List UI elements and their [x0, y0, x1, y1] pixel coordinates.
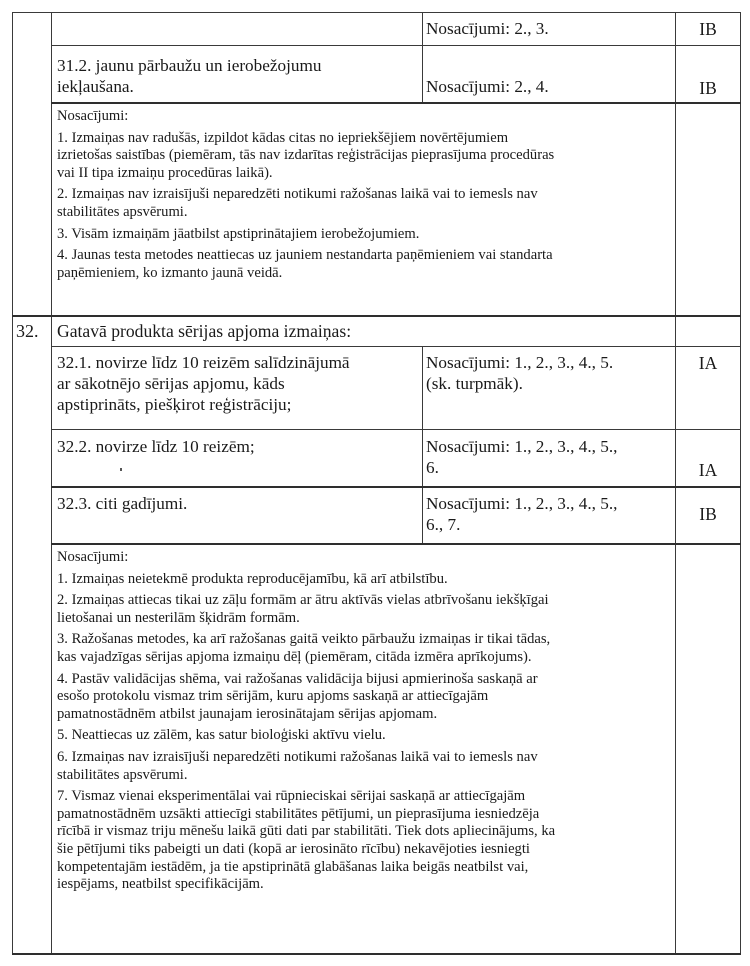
table-border-right [740, 12, 741, 954]
row-32-2-description: 32.2. novirze līdz 10 reizēm; [57, 437, 255, 456]
note-item: 4. Jaunas testa metodes neattiecas uz jauniem nestandarta paņēmieniem vai standarta paņēmieniem, ko izmanto jaunā veidā. [57, 247, 553, 281]
section-32-notes [57, 549, 669, 898]
row-32-2-conditions [426, 436, 617, 478]
description-line: 32.1. novirze līdz 10 reizēm salīdzinājumā [57, 353, 350, 372]
conditions-line: (sk. turpmāk). [426, 374, 523, 393]
note-item: 2. Izmaiņas attiecas tikai uz zāļu formām ar ātru aktīvās vielas atbrīvošanu iekšķīgai lietošanai un nesterilām šķidrām formām. [57, 592, 549, 626]
section-divider [12, 315, 741, 317]
row-divider [51, 102, 741, 104]
notes-title: Nosacījumi: [57, 549, 129, 565]
row-32-3-description: 32.3. citi gadījumi. [57, 494, 188, 513]
type-column-divider [675, 12, 676, 954]
row-32-3-type: IB [699, 504, 717, 524]
row-divider [51, 429, 741, 430]
row-31-2-type: IB [699, 78, 717, 98]
section-31-notes [57, 108, 669, 286]
note-item: 3. Visām izmaiņām jāatbilst apstiprinātajiem ierobežojumiem. [57, 225, 420, 242]
note-item: 6. Izmaiņas nav izraisījuši neparedzēti notikumi ražošanas laikā vai to iemesls nav stabilitātes apsvērumi. [57, 748, 538, 783]
conditions-line: Nosacījumi: 1., 2., 3., 4., 5. [426, 353, 614, 372]
row-32-3-conditions [426, 493, 617, 535]
conditions-line: 6., 7. [426, 515, 461, 534]
scan-speck [120, 468, 122, 471]
section-32-heading: Gatavā produkta sērijas apjoma izmaiņas: [57, 321, 352, 341]
description-line: apstiprināts, piešķirot reģistrāciju; [57, 395, 292, 414]
row-31-2-description [57, 55, 321, 97]
row-divider [51, 543, 741, 545]
row-divider [51, 346, 741, 347]
table-border-bottom [12, 953, 741, 955]
conditions-line: Nosacījumi: 1., 2., 3., 4., 5., [426, 494, 618, 513]
conditions-line: 6. [426, 458, 439, 477]
note-item: 5. Neattiecas uz zālēm, kas satur bioloģiski aktīvu vielu. [57, 727, 386, 744]
row-31-2-conditions: Nosacījumi: 2., 4. [426, 77, 549, 96]
row-31-1-type: IB [699, 19, 717, 39]
row-32-2-type: IA [698, 460, 718, 480]
conditions-column-divider [422, 346, 423, 544]
row-divider [51, 45, 741, 46]
row-32-1-type: IA [698, 353, 718, 373]
description-line: ar sākotnējo sērijas apjomu, kāds [57, 374, 285, 393]
description-line: 31.2. jaunu pārbaužu un ierobežojumu [57, 56, 322, 75]
note-item: 1. Izmaiņas nav radušās, izpildot kādas citas no iepriekšējiem novērtējumiem izrietošas saistības (piemēram, tās nav izdarītas reģistrācijas pieprasījuma procedūras vai II tipa izmaiņu procedūras laikā). [57, 129, 555, 181]
number-column-divider [51, 12, 52, 954]
notes-title: Nosacījumi: [57, 108, 129, 124]
row-31-1-conditions: Nosacījumi: 2., 3. [426, 19, 549, 38]
note-item: 2. Izmaiņas nav izraisījuši neparedzēti notikumi ražošanas laikā vai to iemesls nav stabilitātes apsvērumi. [57, 186, 538, 220]
row-32-1-conditions [426, 352, 613, 394]
section-32-number: 32. [16, 321, 39, 341]
row-divider [51, 486, 741, 488]
note-item: 4. Pastāv validācijas shēma, vai ražošanas validācija bijusi apmierinoša saskaņā ar esošo protokolu vismaz trim sērijām, kuru apjoms saskaņā ar attiecīgajām pamatnostādnēm atbilst jaunajam ierosinātajam sērijas apjomam. [57, 670, 538, 722]
conditions-line: Nosacījumi: 1., 2., 3., 4., 5., [426, 437, 618, 456]
conditions-column-divider [422, 12, 423, 103]
note-item: 7. Vismaz vienai eksperimentālai vai rūpnieciskai sērijai saskaņā ar attiecīgajām pamatnostādnēm uzsākti attiecīgi stabilitātes pētījumi, un pieprasījuma iesniedzēja rīcībā ir vismaz triju mēnešu laikā gūti dati par stabilitāti. Tiek dots apliecinājums, ka šie pētījumi tiks pabeigti un dati (kopā ar ierosināto rīcību) nekavējoties iesniegti kompetentajām iestādēm, ja tie apstiprinātā glabāšanas laika beigās neatbilst vai, iespējams, neatbilst specifikācijām. [57, 788, 556, 893]
table-border-top [12, 12, 741, 13]
description-line: iekļaušana. [57, 77, 134, 96]
note-item: 3. Ražošanas metodes, ka arī ražošanas gaitā veikto pārbaužu izmaiņas ir tikai tādas, kas vajadzīgas sērijas apjoma izmaiņu dēļ (piemēram, citāda izmēra aprīkojums). [57, 631, 551, 665]
table-border-left [12, 12, 13, 954]
row-32-1-description [57, 352, 350, 415]
note-item: 1. Izmaiņas neietekmē produkta reproducējamību, kā arī atbilstību. [57, 570, 448, 587]
